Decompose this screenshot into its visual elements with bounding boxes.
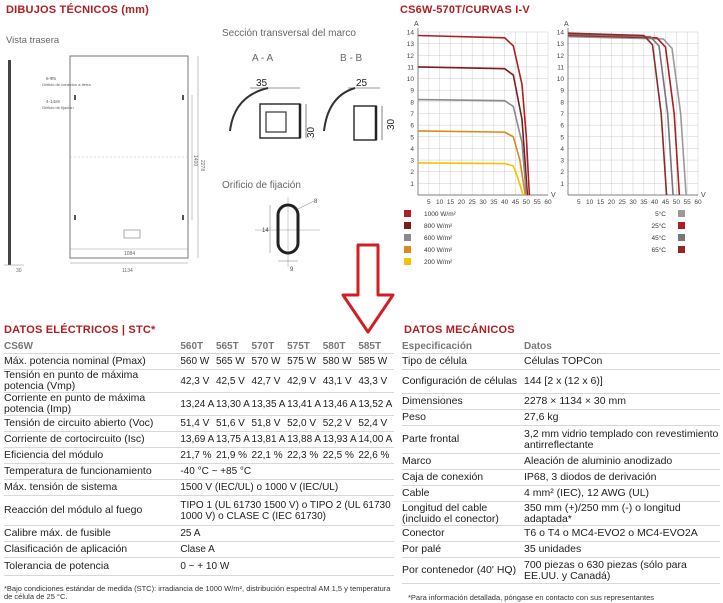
series-line (418, 163, 523, 195)
x-tick-label: 45 (661, 199, 670, 206)
section-bb-label: B - B (340, 53, 363, 64)
temperature-legend (651, 210, 685, 254)
mech-table (402, 339, 720, 584)
elec-header-cell: 560T (180, 340, 204, 352)
elec-title: DATOS ELÉCTRICOS | STC* (4, 324, 156, 336)
elec-value: 0 ~ + 10 W (180, 561, 230, 572)
mech-header-cell: Especificación (402, 340, 473, 352)
x-tick-label: 55 (683, 199, 691, 206)
y-tick-label: 7 (560, 111, 564, 118)
table-row (402, 526, 720, 542)
table-row (402, 470, 720, 486)
elec-value: 575 W (287, 356, 317, 367)
y-tick-label: 14 (556, 29, 564, 37)
mech-row-label: Por palé (402, 543, 442, 555)
table-row (4, 370, 394, 393)
dim-width: 1134 (122, 268, 133, 274)
aa-height: 30 (306, 126, 317, 138)
elec-value: 13,52 A (358, 398, 393, 410)
table-row (402, 542, 720, 558)
hole-height: 14 (262, 228, 269, 234)
dim-inner: 1400 (192, 155, 198, 167)
legend-swatch (404, 210, 411, 217)
elec-value: 1500 V (IEC/UL) o 1000 V (IEC/UL) (180, 482, 339, 493)
x-tick-label: 15 (596, 199, 605, 206)
mech-value: Aleación de aluminio anodizado (524, 455, 673, 467)
y-tick-label: 7 (410, 111, 414, 118)
x-tick-label: 20 (457, 199, 465, 206)
hole-radius: 8 (314, 199, 318, 205)
x-tick-label: 45 (511, 199, 520, 206)
y-tick-label: 6 (410, 122, 414, 130)
note-3: 4-14x9 (46, 99, 60, 104)
mech-row-label: Peso (402, 411, 426, 423)
drawings-title: DIBUJOS TÉCNICOS (mm) (6, 4, 149, 16)
y-axis-label: A (414, 21, 419, 28)
legend-label: 600 W/m² (424, 235, 453, 242)
mech-row-label: Por contenedor (40' HQ) (402, 564, 517, 576)
y-tick-label: 12 (406, 52, 414, 60)
x-tick-label: 25 (468, 199, 476, 206)
bb-height: 30 (386, 118, 397, 130)
mech-value: IP68, 3 diodos de derivación (524, 471, 657, 483)
table-row (402, 486, 720, 502)
elec-value: 570 W (251, 356, 281, 367)
elec-value: 13,30 A (215, 398, 250, 410)
y-tick-label: 1 (410, 180, 414, 188)
note-1: 6-Ф5 (46, 76, 56, 81)
table-row (4, 526, 394, 542)
elec-value: 13,41 A (287, 398, 322, 410)
elec-value: 13,35 A (251, 398, 286, 410)
x-tick-label: 60 (544, 199, 552, 206)
y-tick-label: 5 (410, 134, 414, 142)
dim-height: 2278 (199, 160, 205, 172)
bb-width: 25 (356, 78, 368, 89)
table-row (4, 496, 394, 526)
y-tick-label: 12 (556, 52, 564, 60)
iv-chart-irradiance (407, 21, 556, 206)
mech-value: 2278 × 1134 × 30 mm (524, 395, 626, 407)
x-tick-label: 10 (586, 199, 594, 206)
mech-value: 4 mm² (IEC), 12 AWG (UL) (524, 487, 650, 499)
x-tick-label: 35 (640, 199, 648, 206)
table-row (402, 426, 720, 454)
x-tick-label: 5 (427, 199, 431, 206)
mech-value: 3,2 mm vidrio templado con revestimiento antirreflectante (524, 427, 719, 451)
y-tick-label: 3 (560, 157, 564, 165)
table-row (4, 393, 394, 416)
series-line (568, 35, 679, 195)
table-row (4, 480, 394, 496)
x-tick-label: 55 (533, 199, 541, 206)
table-row (402, 370, 720, 394)
elec-value: 13,69 A (180, 434, 215, 445)
mech-value: 27,6 kg (524, 411, 559, 423)
y-tick-label: 13 (556, 41, 564, 49)
x-tick-label: 35 (490, 199, 498, 206)
x-axis-label: V (551, 192, 556, 199)
mech-row-label: Parte frontal (402, 433, 460, 445)
elec-value: 42,7 V (251, 375, 281, 387)
elec-row-label: Corriente en punto de máxima potencia (Imp) (4, 392, 146, 415)
y-tick-label: 8 (410, 99, 414, 107)
elec-header-cell: 565T (215, 340, 239, 352)
elec-header-cell: CS6W (4, 340, 33, 352)
frame-sections-drawing (220, 66, 397, 166)
table-row (402, 454, 720, 470)
x-tick-label: 30 (479, 199, 487, 206)
mech-row-label: Marco (402, 455, 432, 467)
mech-row-label: Cable (402, 487, 430, 499)
table-row (4, 558, 394, 576)
legend-swatch (404, 234, 411, 241)
mech-value: 144 [2 x (12 x 6)] (524, 375, 603, 387)
rear-view-drawing (4, 50, 214, 275)
table-row (4, 416, 394, 432)
elec-header-cell: 570T (251, 340, 275, 352)
y-tick-label: 5 (560, 134, 564, 142)
elec-value: 51,6 V (215, 418, 245, 429)
legend-swatch (678, 210, 685, 217)
elec-value: 565 W (215, 356, 245, 367)
x-tick-label: 20 (607, 199, 615, 206)
y-tick-label: 9 (560, 87, 564, 95)
legend-swatch (678, 246, 685, 253)
legend-swatch (404, 246, 411, 253)
elec-value: 21,9 % (215, 450, 248, 461)
iv-curves (396, 20, 718, 305)
elec-value: 13,46 A (322, 398, 357, 410)
legend-label: 45°C (651, 235, 666, 242)
note-2: Orificio de conexión a tierra (42, 82, 91, 87)
legend-label: 200 W/m² (424, 259, 453, 266)
x-axis-label: V (701, 192, 706, 199)
mech-row-label: Configuración de células (402, 375, 517, 387)
elec-value: 42,5 V (215, 375, 245, 387)
x-tick-label: 5 (577, 199, 581, 206)
y-tick-label: 13 (406, 41, 414, 49)
elec-value: 13,75 A (215, 434, 250, 445)
rear-view-label: Vista trasera (6, 35, 60, 46)
aa-width: 35 (256, 78, 268, 89)
legend-swatch (404, 258, 411, 265)
mount-hole-drawing (250, 195, 330, 275)
elec-value: 13,88 A (287, 434, 322, 445)
elec-row-label: Calibre máx. de fusible (4, 527, 111, 539)
x-tick-label: 25 (618, 199, 626, 206)
y-tick-label: 8 (560, 99, 564, 107)
mech-header-row (402, 339, 720, 354)
elec-row-label: Eficiencia del módulo (4, 449, 104, 461)
elec-table (4, 339, 394, 576)
elec-value: 22,6 % (358, 450, 390, 461)
table-row (4, 464, 394, 480)
elec-value: 42,3 V (180, 375, 210, 387)
series-line (568, 33, 667, 195)
elec-value: 51,4 V (180, 418, 210, 429)
table-row (4, 354, 394, 370)
elec-row-label: Tensión en punto de máxima potencia (Vmp) (4, 369, 139, 392)
y-tick-label: 9 (410, 87, 414, 95)
y-tick-label: 1 (560, 180, 564, 188)
elec-header-row (4, 339, 394, 354)
elec-row-label: Tolerancia de potencia (4, 560, 110, 572)
mount-hole-label: Orificio de fijación (222, 180, 301, 191)
legend-label: 65°C (651, 247, 666, 254)
side-profile (8, 60, 11, 265)
x-tick-label: 10 (436, 199, 444, 206)
mech-value: 700 piezas o 630 piezas (sólo para EE.UU. y Canadá) (524, 558, 687, 582)
dim-inner-w: 1084 (124, 251, 136, 257)
elec-value: 14,00 A (358, 434, 393, 445)
elec-header-cell: 580T (322, 340, 346, 352)
x-tick-label: 60 (694, 199, 702, 206)
dim-thick: 30 (16, 268, 22, 274)
iv-chart-temperature (557, 21, 706, 206)
legend-label: 800 W/m² (424, 223, 453, 230)
table-row (402, 502, 720, 526)
mech-value: 35 unidades (524, 543, 582, 555)
legend-label: 1000 W/m² (424, 211, 456, 218)
elec-header-cell: 585T (358, 340, 382, 352)
elec-value: 43,1 V (322, 375, 352, 387)
mech-row-label: Caja de conexión (402, 471, 484, 483)
elec-value: 52,2 V (322, 418, 352, 429)
legend-label: 25°C (651, 223, 666, 230)
table-row (402, 410, 720, 426)
legend-swatch (404, 222, 411, 229)
y-tick-label: 14 (406, 29, 414, 37)
elec-row-label: Reacción del módulo al fuego (4, 504, 143, 516)
hole-width: 9 (290, 267, 294, 273)
elec-value: TIPO 1 (UL 61730 1500 V) o TIPO 2 (UL 61730 1000 V) o CLASE C (IEC 61730) (180, 499, 391, 522)
series-line (418, 35, 529, 195)
elec-row-label: Clasificación de aplicación (4, 543, 128, 555)
x-tick-label: 50 (522, 199, 530, 206)
x-tick-label: 15 (446, 199, 455, 206)
y-tick-label: 2 (410, 169, 414, 177)
legend-label: 5°C (655, 211, 666, 218)
elec-value: -40 °C ~ +85 °C (180, 466, 252, 477)
elec-value: 585 W (358, 356, 388, 367)
y-tick-label: 4 (410, 145, 414, 153)
table-row (4, 448, 394, 464)
x-tick-label: 50 (672, 199, 680, 206)
elec-row-label: Tensión de circuito abierto (Voc) (4, 417, 154, 429)
mech-row-label: Dimensiones (402, 395, 463, 407)
table-row (402, 394, 720, 410)
junction-box (124, 230, 140, 238)
elec-value: 13,93 A (322, 434, 357, 445)
y-tick-label: 6 (560, 122, 564, 130)
elec-value: 560 W (180, 356, 210, 367)
x-tick-label: 30 (629, 199, 637, 206)
x-tick-label: 40 (501, 199, 509, 206)
table-row (402, 354, 720, 370)
mech-row-label: Tipo de célula (402, 355, 467, 367)
y-tick-label: 10 (556, 76, 564, 84)
mech-row-label: Longitud del cable (incluido el conector) (402, 501, 499, 525)
elec-value: 22,5 % (322, 450, 354, 461)
elec-value: 42,9 V (287, 375, 317, 387)
elec-value: 51,8 V (251, 418, 281, 429)
legend-swatch (678, 222, 685, 229)
mech-title: DATOS MECÁNICOS (404, 324, 515, 336)
irradiance-legend (404, 210, 457, 266)
elec-value: 22,1 % (251, 450, 283, 461)
y-axis-label: A (564, 21, 569, 28)
elec-value: 52,4 V (358, 418, 388, 429)
legend-label: 400 W/m² (424, 247, 453, 254)
elec-row-label: Máx. potencia nominal (Pmax) (4, 355, 146, 367)
elec-row-label: Temperatura de funcionamiento (4, 465, 152, 477)
series-line (568, 34, 673, 195)
down-arrow-icon (340, 243, 396, 335)
elec-footnote: *Bajo condiciones estándar de medida (STC): irradiancia de 1000 W/m², distribución espectral AM 1,5 y temperatura de célula de 25 °C. (4, 584, 391, 601)
note-4: Orificio de fijación (42, 105, 74, 110)
table-row (4, 542, 394, 558)
table-row (402, 558, 720, 584)
mech-value: 350 mm (+)/250 mm (-) o longitud adaptada* (524, 501, 681, 525)
elec-value: 580 W (322, 356, 352, 367)
elec-header-cell: 575T (287, 340, 310, 352)
y-tick-label: 2 (560, 169, 564, 177)
mech-header-cell: Datos (524, 340, 552, 352)
elec-value: 21,7 % (180, 450, 212, 461)
elec-row-label: Corriente de cortocircuito (Isc) (4, 433, 145, 445)
y-tick-label: 11 (407, 64, 414, 72)
elec-value: 25 A (180, 528, 201, 539)
y-tick-label: 11 (557, 64, 564, 72)
elec-value: 22,3 % (287, 450, 319, 461)
elec-row-label: Máx. tensión de sistema (4, 481, 118, 493)
y-tick-label: 3 (410, 157, 414, 165)
table-row (4, 432, 394, 448)
curves-title: CS6W-570T/CURVAS I-V (400, 4, 530, 16)
elec-value: 13,24 A (180, 398, 215, 410)
mech-value: Células TOPCon (524, 355, 603, 367)
y-tick-label: 10 (406, 76, 414, 84)
elec-value: 13,81 A (251, 434, 286, 445)
elec-value: 43,3 V (358, 375, 388, 387)
y-tick-label: 4 (560, 145, 564, 153)
elec-value: 52,0 V (287, 418, 317, 429)
elec-value: Clase A (180, 544, 215, 555)
mech-footnote: *Para información detallada, póngase en contacto con sus representantes (408, 593, 654, 602)
mech-value: T6 o T4 o MC4-EVO2 o MC4-EVO2A (524, 527, 698, 539)
frame-section-label: Sección transversal del marco (222, 28, 356, 39)
section-aa-label: A - A (252, 53, 274, 64)
mech-row-label: Conector (402, 527, 445, 539)
legend-swatch (678, 234, 685, 241)
x-tick-label: 40 (651, 199, 659, 206)
